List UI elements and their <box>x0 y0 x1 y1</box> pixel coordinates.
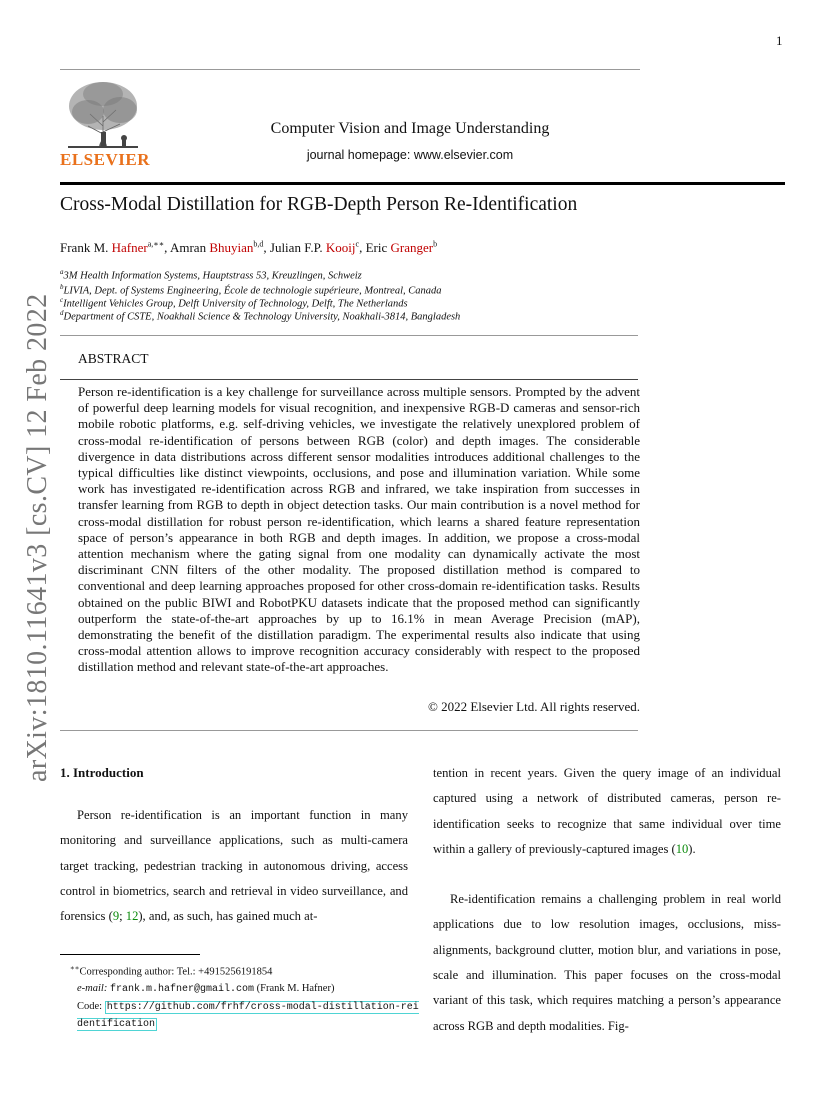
paragraph: tention in recent years. Given the query image of an individual captured using a network of distributed cameras, person re-identification seeks to recognize that same individual over time within a gallery of previously-captured images (10). <box>433 766 781 856</box>
journal-name: Computer Vision and Image Understanding <box>270 120 550 137</box>
section-heading: 1. Introduction <box>60 765 144 780</box>
footnote: ∗∗Corresponding author: Tel.: +4915256191854 e-mail: frank.m.hafner@gmail.com (Frank M. Hafner) Code: https://github.com/frhf/cross-modal-distillation-reidentification <box>70 964 419 1030</box>
author: Julian F.P. Kooij$^c$, <box>269 240 366 256</box>
author-list <box>60 240 437 256</box>
author: Frank M. Hafner$^{a,∗∗}$, <box>60 240 170 256</box>
author-surname-link[interactable]: Granger <box>390 240 434 256</box>
affiliation: $^b$LIVIA, Dept. of Systems Engineering, École de technologie supérieure, Montreal, Canada <box>60 283 442 297</box>
abstract-divider <box>60 379 638 380</box>
code-url-link[interactable]: https://github.com/frhf/cross-modal-distillation-reidentification <box>77 1001 419 1030</box>
arxiv-identifier-stamp: arXiv:1810.11641v3 [cs.CV] 12 Feb 2022 <box>22 293 53 782</box>
author: Amran Bhuyian$^{b,d}$, <box>169 240 270 256</box>
author-surname-link[interactable]: Hafner <box>111 240 148 256</box>
email-link[interactable]: frank.m.hafner@gmail.com <box>109 984 254 995</box>
page-number: 1 <box>776 33 783 48</box>
abstract-bottom-rule <box>60 730 638 731</box>
paper-title: Cross-Modal Distillation for RGB-Depth Person Re-Identification <box>60 194 578 215</box>
abstract-heading: ABSTRACT <box>78 351 149 366</box>
citation-link[interactable]: 12 <box>125 909 139 924</box>
header-top-rule <box>60 69 640 70</box>
journal-homepage[interactable]: journal homepage: www.elsevier.com <box>306 148 514 162</box>
affiliation: $^c$Intelligent Vehicles Group, Delft University of Technology, Delft, The Netherlands <box>60 296 408 310</box>
publisher-logo-text: ELSEVIER <box>60 150 150 169</box>
footnote-rule <box>60 954 200 955</box>
citation-link[interactable]: 10 <box>675 841 689 856</box>
body-column-left <box>60 803 408 929</box>
paragraph: Re-identification remains a challenging problem in real world applications due to low resolution images, occlusions, miss-alignments, background clutter, motion blur, and variations in pose, scale and illumination. This paper focuses on the cross-modal variant of this task, which requires matching a person’s appearance across RGB and depth modalities. Fig- <box>433 892 781 1033</box>
abstract-top-rule <box>60 335 638 336</box>
affiliation: $^d$Department of CSTE, Noakhali Science & Technology University, Noakhali-3814, Bangladesh <box>60 309 461 323</box>
citation-link[interactable]: 9 <box>112 909 120 924</box>
author-surname-link[interactable]: Bhuyian <box>209 240 254 256</box>
affiliation: $^a$3M Health Information Systems, Hauptstrass 53, Kreuzlingen, Schweiz <box>60 268 362 282</box>
header-thick-rule <box>60 182 785 185</box>
author-surname-link[interactable]: Kooij <box>325 240 356 256</box>
author: Eric Granger$^b$ <box>365 240 438 256</box>
body-column-right <box>433 761 781 1039</box>
abstract-text: Person re-identification is a key challenge for surveillance across multiple sensors. Prompted by the advent of powerful deep learning models for visual recognition, and inexpensive RGB-D cameras and sensor-rich mobile robotic platforms, e.g. self-driving vehicles, we investigate the relatively unexplored problem of cross-modal re-identification of persons between RGB (color) and depth images. The considerable divergence in data distributions across different sensor modalities introduces additional challenges to the typical difficulties like distinct viewpoints, occlusions, and pose and illumination variation. While some work has investigated re-identification across RGB and infrared, we take inspiration from successes in transfer learning from RGB to depth in object detection tasks. Our main contribution is a novel method for cross-modal distillation for robust person re-identification, which learns a shared feature representation space of person’s appearance in both RGB and depth images. In addition, we propose a cross-modal attention mechanism where the gating signal from one modality can dynamically activate the most discriminant CNN filters of the other modality. The proposed distillation method is compared to conventional and deep learning approaches proposed for other cross-domain re-identification tasks. Results obtained on the public BIWI and RobotPKU datasets indicate that the proposed method can significantly outperform the state-of-the-art approaches by up to 16.1% in mean Average Precision (mAP), demonstrating the benefit of the distillation paradigm. The experimental results also indicate that using cross-modal attention allows to improve recognition accuracy considerably with respect to the proposed distillation method and relevant state-of-the-art approaches. <box>78 384 640 675</box>
copyright-notice: © 2022 Elsevier Ltd. All rights reserved. <box>427 699 640 714</box>
paragraph: Person re-identification is an important function in many monitoring and surveillance applications, such as multi-camera target tracking, pedestrian tracking in autonomous driving, access control in biometrics, search and retrieval in video surveillance, and forensics (9; 12), and, as such, has gained much at- <box>60 808 408 924</box>
